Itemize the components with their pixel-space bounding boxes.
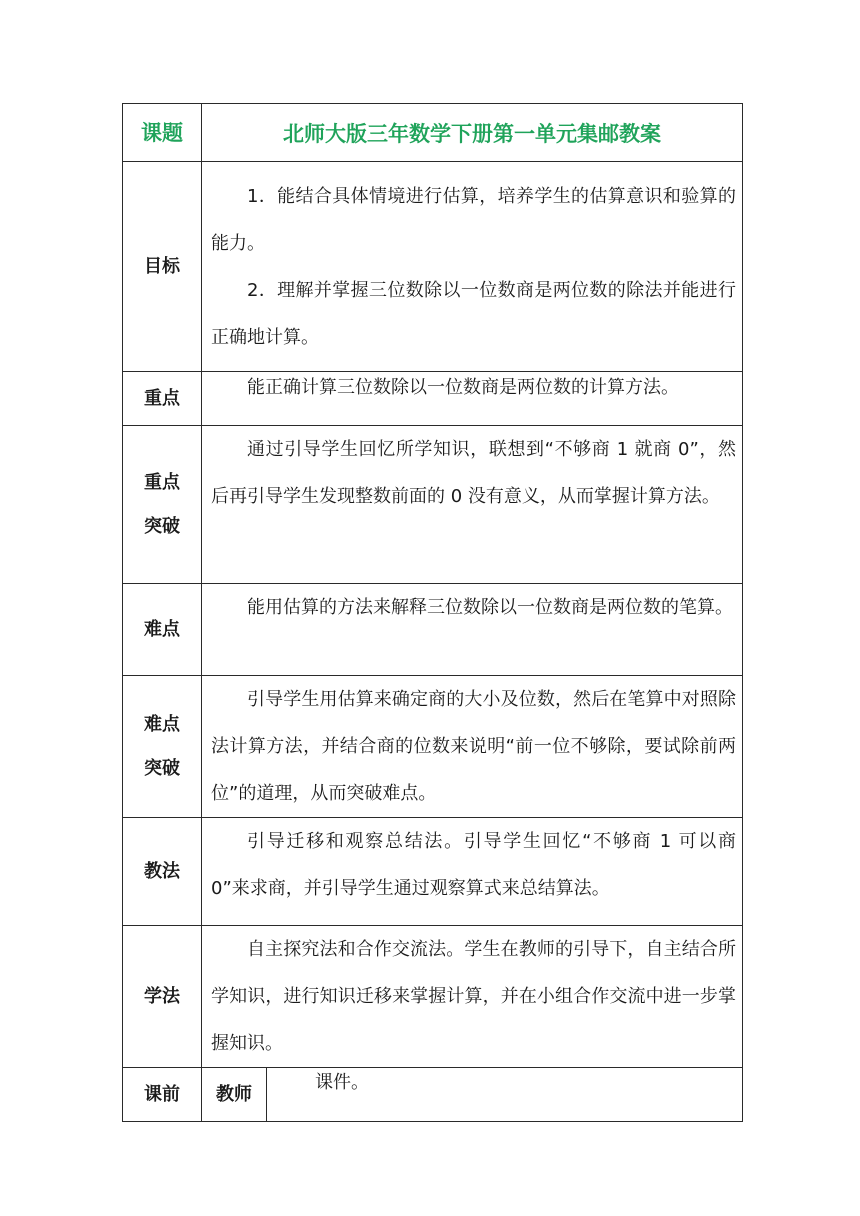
difficulty-row <box>123 584 743 676</box>
key-breakthrough-label-line1: 重点 <box>144 471 180 493</box>
difficulty-line: 能用估算的方法来解释三位数除以一位数商是两位数的笔算。 <box>247 597 733 618</box>
key-breakthrough-label <box>123 426 202 584</box>
goal-line-2: 2．理解并掌握三位数除以一位数商是两位数的除法并能进行正确地计算。 <box>211 279 736 348</box>
teaching-method-content <box>202 818 743 926</box>
key-point-content <box>202 372 743 426</box>
difficulty-breakthrough-label <box>123 676 202 818</box>
teacher-content: 课件。 <box>267 1068 743 1122</box>
teaching-method-label: 教法 <box>123 818 202 926</box>
title-row <box>123 104 743 162</box>
learning-method-label: 学法 <box>123 926 202 1068</box>
teaching-method-row <box>123 818 743 926</box>
difficulty-breakthrough-line: 引导学生用估算来确定商的大小及位数，然后在笔算中对照除法计算方法，并结合商的位数来说明“前一位不够除，要试除前两位”的道理，从而突破难点。 <box>211 689 736 804</box>
key-point-row <box>123 372 743 426</box>
learning-method-content <box>202 926 743 1068</box>
goal-row <box>123 162 743 372</box>
key-breakthrough-row <box>123 426 743 584</box>
learning-method-line: 自主探究法和合作交流法。学生在教师的引导下，自主结合所学知识，进行知识迁移来掌握计算，并在小组合作交流中进一步掌握知识。 <box>211 939 736 1054</box>
goal-content <box>202 162 743 372</box>
key-breakthrough-content <box>202 426 743 584</box>
difficulty-breakthrough-label-line2: 突破 <box>144 757 180 779</box>
key-point-line: 能正确计算三位数除以一位数商是两位数的计算方法。 <box>247 377 679 398</box>
teaching-method-line: 引导迁移和观察总结法。引导学生回忆“不够商 1 可以商 0”来求商，并引导学生通过观察算式来总结算法。 <box>211 831 736 899</box>
title-value: 北师大版三年数学下册第一单元集邮教案 <box>202 104 743 162</box>
goal-line-1: 1．能结合具体情境进行估算，培养学生的估算意识和验算的能力。 <box>211 185 736 254</box>
preclass-label: 课前 <box>123 1068 202 1122</box>
preclass-row <box>123 1068 743 1122</box>
difficulty-label: 难点 <box>123 584 202 676</box>
lesson-plan-table <box>122 103 743 1122</box>
title-label: 课题 <box>123 104 202 162</box>
difficulty-breakthrough-label-line1: 难点 <box>144 713 180 735</box>
learning-method-row <box>123 926 743 1068</box>
key-point-label: 重点 <box>123 372 202 426</box>
key-breakthrough-line: 通过引导学生回忆所学知识，联想到“不够商 1 就商 0”，然后再引导学生发现整数前面的 0 没有意义，从而掌握计算方法。 <box>211 439 736 507</box>
difficulty-breakthrough-row <box>123 676 743 818</box>
goal-label: 目标 <box>123 162 202 372</box>
key-breakthrough-label-line2: 突破 <box>144 515 180 537</box>
difficulty-content <box>202 584 743 676</box>
teacher-label: 教师 <box>202 1068 267 1122</box>
difficulty-breakthrough-content <box>202 676 743 818</box>
